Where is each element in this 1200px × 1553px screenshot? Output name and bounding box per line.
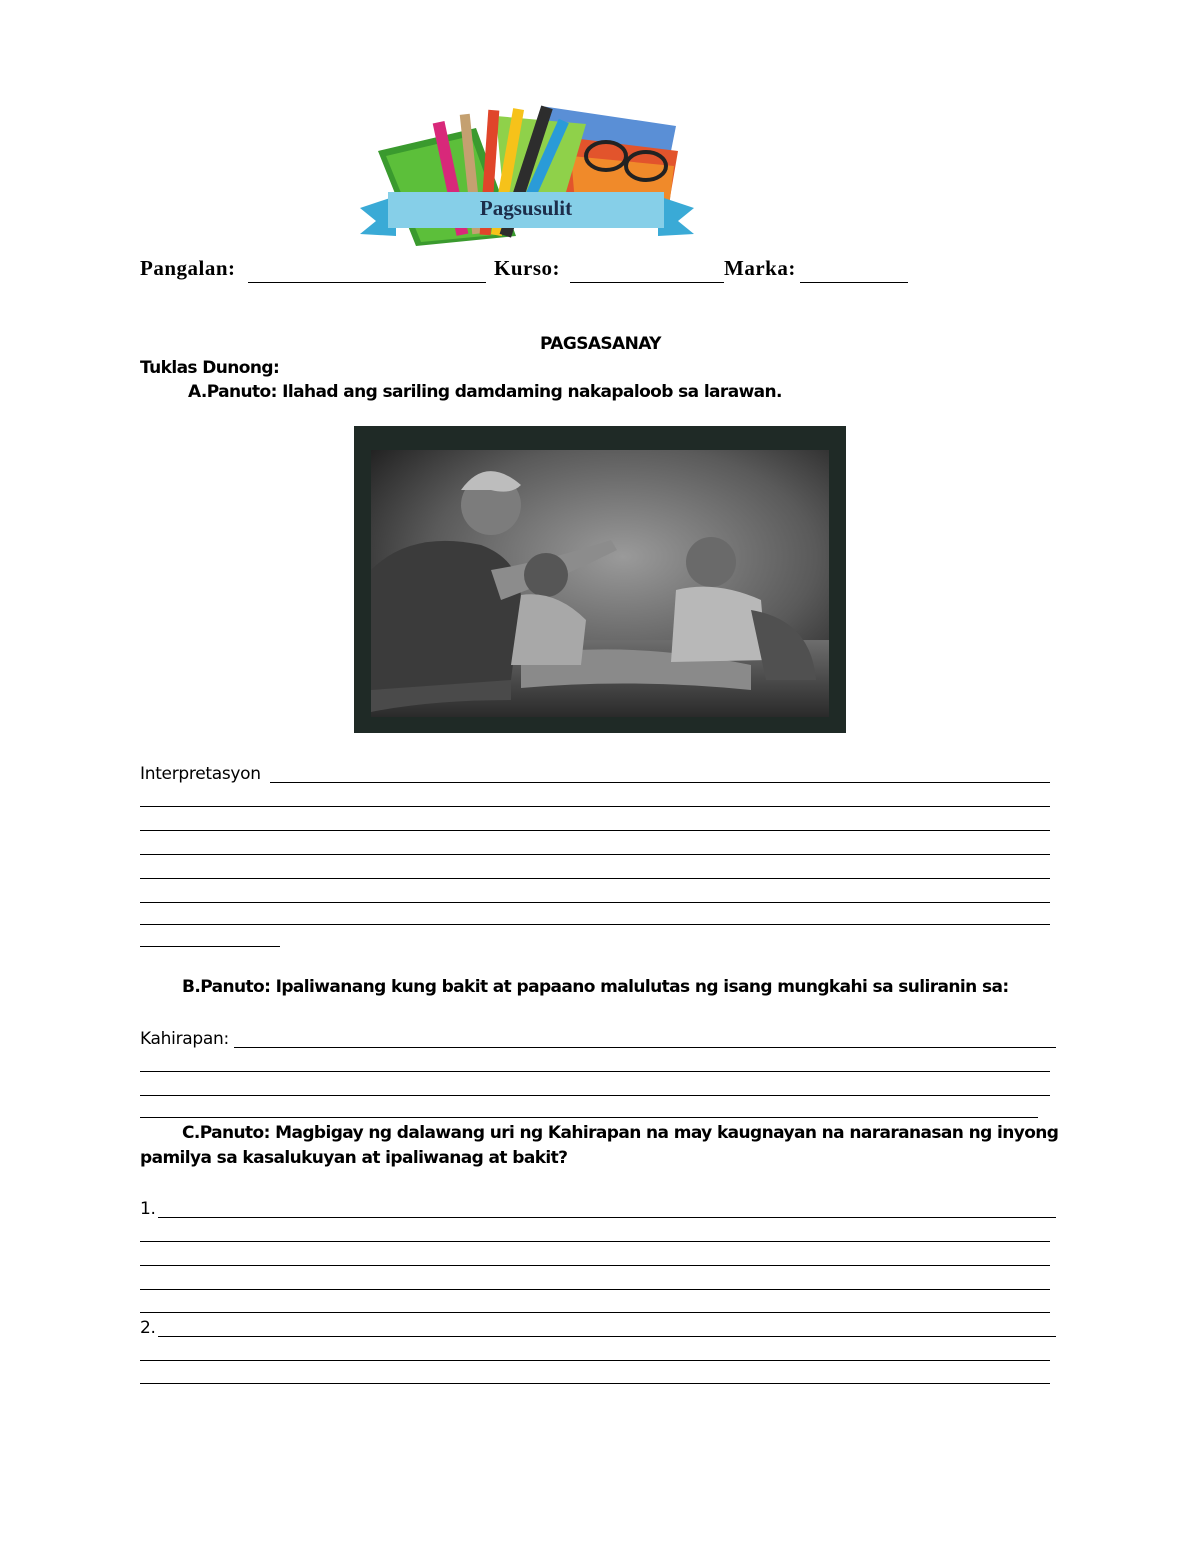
interpretation-line-8[interactable] bbox=[140, 946, 280, 947]
school-supplies-illustration bbox=[356, 96, 698, 256]
interpretation-line-7[interactable] bbox=[140, 924, 1050, 925]
item-2-line-3[interactable] bbox=[140, 1383, 1050, 1384]
interpretation-line-2[interactable] bbox=[140, 806, 1050, 807]
poverty-line-1[interactable] bbox=[234, 1047, 1056, 1048]
course-field[interactable] bbox=[570, 282, 724, 283]
item-1-line-1[interactable] bbox=[158, 1217, 1056, 1218]
interpretation-line-4[interactable] bbox=[140, 854, 1050, 855]
grandmother-children-photo bbox=[371, 450, 829, 717]
grade-label: Marka: bbox=[724, 256, 796, 280]
item-1-line-2[interactable] bbox=[140, 1241, 1050, 1242]
interpretation-line-3[interactable] bbox=[140, 830, 1050, 831]
name-label: Pangalan: bbox=[140, 256, 236, 280]
poverty-photo bbox=[354, 426, 846, 733]
interpretation-label: Interpretasyon bbox=[140, 764, 261, 784]
poverty-line-2[interactable] bbox=[140, 1071, 1050, 1072]
interpretation-line-5[interactable] bbox=[140, 878, 1050, 879]
grade-field[interactable] bbox=[800, 282, 908, 283]
item-1-line-3[interactable] bbox=[140, 1265, 1050, 1266]
banner-title: Pagsusulit bbox=[479, 196, 573, 220]
poverty-line-3[interactable] bbox=[140, 1095, 1050, 1096]
worksheet-subtitle: Tuklas Dunong: bbox=[140, 358, 280, 378]
item-1-label: 1. bbox=[140, 1199, 156, 1219]
part-b-instruction: B.Panuto: Ipaliwanang kung bakit at papaano malulutas ng isang mungkahi sa suliranin sa: bbox=[182, 977, 1009, 997]
item-2-line-1[interactable] bbox=[158, 1336, 1056, 1337]
interpretation-line-1[interactable] bbox=[270, 782, 1050, 783]
part-c-instruction-line-1: C.Panuto: Magbigay ng dalawang uri ng Kahirapan na may kaugnayan na nararanasan ng inyong bbox=[182, 1123, 1059, 1143]
item-1-line-4[interactable] bbox=[140, 1289, 1050, 1290]
item-2-label: 2. bbox=[140, 1318, 156, 1338]
course-label: Kurso: bbox=[494, 256, 560, 280]
part-c-instruction-line-2: pamilya sa kasalukuyan at ipaliwanag at bakit? bbox=[140, 1148, 568, 1168]
name-field[interactable] bbox=[248, 282, 486, 283]
interpretation-line-6[interactable] bbox=[140, 902, 1050, 903]
poverty-line-4[interactable] bbox=[140, 1117, 1038, 1118]
item-2-line-2[interactable] bbox=[140, 1360, 1050, 1361]
worksheet-title: PAGSASANAY bbox=[540, 334, 661, 354]
part-a-instruction: A.Panuto: Ilahad ang sariling damdaming nakapaloob sa larawan. bbox=[188, 382, 782, 402]
pagsusulit-logo bbox=[356, 96, 698, 256]
poverty-label: Kahirapan: bbox=[140, 1029, 229, 1049]
item-1-line-5[interactable] bbox=[140, 1312, 1050, 1313]
